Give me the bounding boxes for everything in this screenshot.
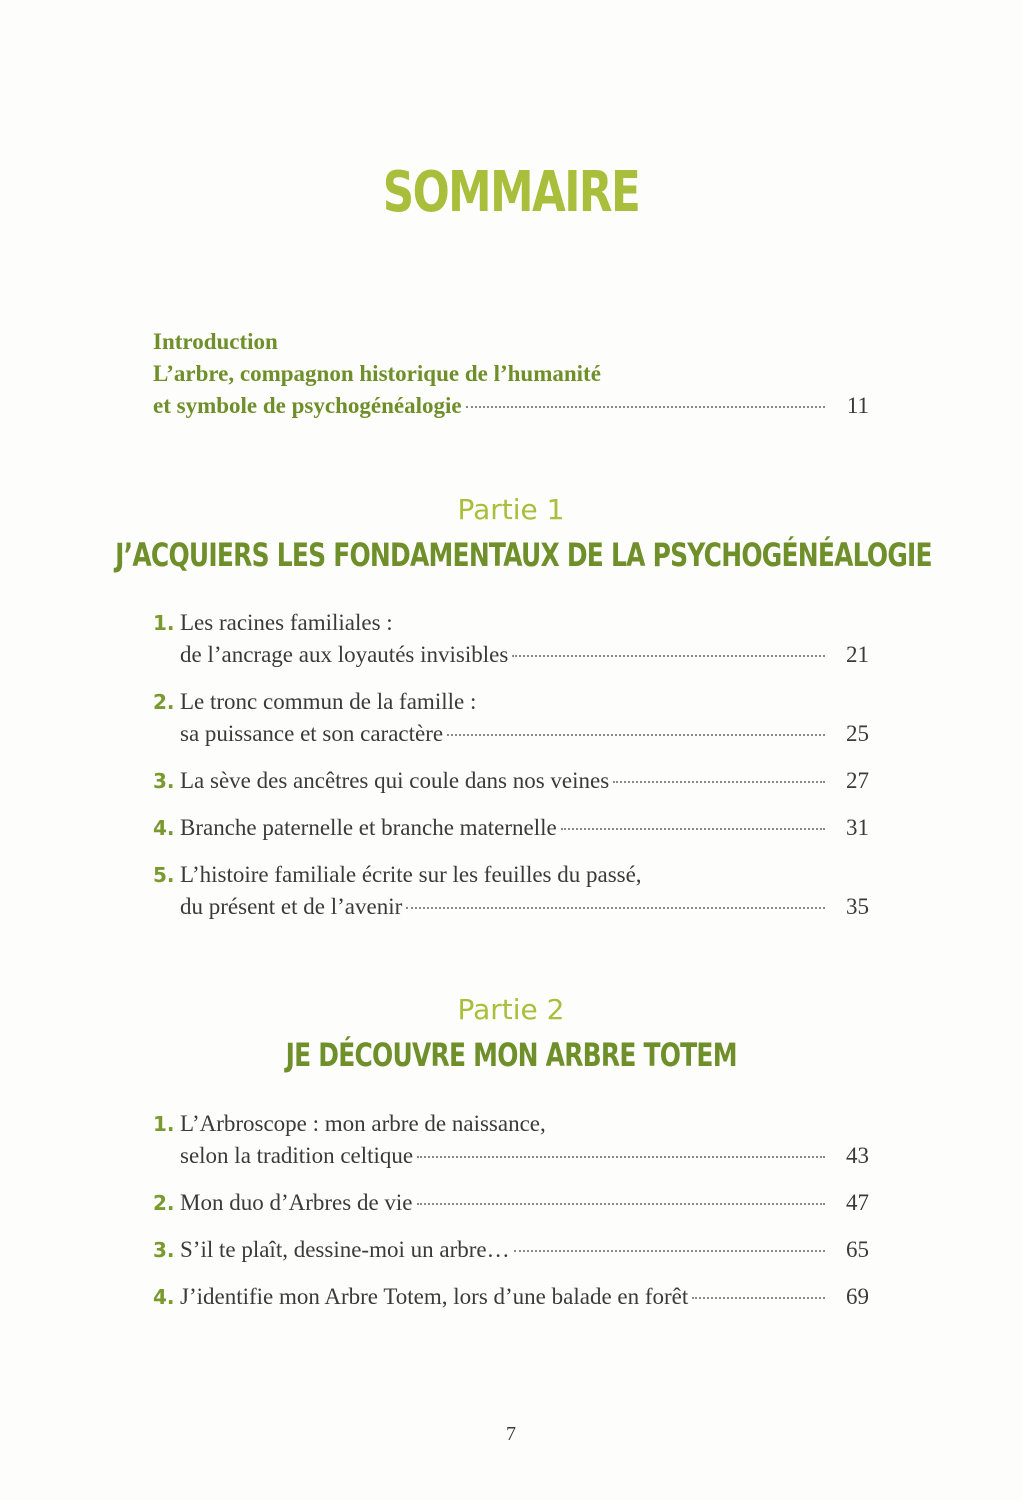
page-ref: 11 [846,393,869,418]
page-ref: 25 [846,721,869,746]
leader-dots [417,1156,825,1158]
chapter-number: 3. [153,1238,175,1262]
chapter-title-line: Le tronc commun de la famille : [180,689,477,714]
chapter-title-line: S’il te plaît, dessine-moi un arbre… [180,1237,510,1262]
partie-1-title [0,536,1022,574]
leader-dots [514,1250,825,1252]
chapter-title-line: du présent et de l’avenir [180,894,403,919]
chapter-entry[interactable] [153,1187,869,1219]
page-ref: 43 [846,1143,869,1168]
chapter-title-line: Les racines familiales : [180,610,393,635]
chapter-title-line: Branche paternelle et branche maternelle [180,815,557,840]
page-title: SOMMAIRE [382,160,640,225]
chapter-title-line: L’Arbroscope : mon arbre de naissance, [180,1111,546,1136]
chapter-title-line: L’histoire familiale écrite sur les feuilles du passé, [180,862,642,887]
page-ref: 21 [846,642,869,667]
chapter-entry[interactable] [153,812,869,844]
chapter-number: 3. [153,769,175,793]
chapter-number: 1. [153,611,175,635]
chapter-number: 1. [153,1112,175,1136]
partie-2-title-text: JE DÉCOUVRE MON ARBRE TOTEM [285,1036,737,1074]
chapter-title-line: Mon duo d’Arbres de vie [180,1190,413,1215]
chapter-last-line [180,1187,869,1219]
chapter-number: 4. [153,1285,175,1309]
leader-dots [561,828,825,830]
chapter-last-line [180,812,869,844]
chapter-title-line: La sève des ancêtres qui coule dans nos veines [180,768,610,793]
chapter-number: 2. [153,1191,175,1215]
chapter-last-line [180,639,869,671]
page-number: 7 [506,1423,516,1445]
chapter-number: 4. [153,816,175,840]
chapter-last-line [180,1281,869,1313]
partie-2-label: Partie 2 [457,993,565,1026]
chapter-last-line [180,718,869,750]
chapter-entry[interactable] [153,1108,869,1172]
partie-2-chapters [153,1108,869,1328]
chapter-entry[interactable] [153,1234,869,1266]
partie-1-label: Partie 1 [457,493,565,526]
leader-dots [447,734,825,736]
partie-1-title-text: J’ACQUIERS LES FONDAMENTAUX DE LA PSYCHOGÉNÉALOGIE [115,536,932,574]
leader-dots [466,406,825,408]
intro-line: L’arbre, compagnon historique de l’humanité [153,361,601,386]
chapter-title-line: J’identifie mon Arbre Totem, lors d’une balade en forêt [180,1284,689,1309]
leader-dots [512,655,825,657]
chapter-last-line [180,765,869,797]
page-ref: 27 [846,768,869,793]
chapter-entry[interactable] [153,607,869,671]
chapter-title-line: selon la tradition celtique [180,1143,414,1168]
chapter-entry[interactable] [153,859,869,923]
page-ref: 31 [846,815,869,840]
chapter-number: 5. [153,863,175,887]
page-ref: 69 [846,1284,869,1309]
page-ref: 35 [846,894,869,919]
chapter-entry[interactable] [153,686,869,750]
chapter-entry[interactable] [153,765,869,797]
chapter-last-line [180,891,869,923]
chapter-title-line: sa puissance et son caractère [180,721,444,746]
chapter-number: 2. [153,690,175,714]
partie-2-title [0,1036,1022,1074]
partie-1-chapters [153,607,869,938]
chapter-last-line [180,1140,869,1172]
leader-dots [692,1297,825,1299]
intro-line: et symbole de psychogénéalogie [153,393,462,418]
chapter-entry[interactable] [153,1281,869,1313]
page-ref: 65 [846,1237,869,1262]
intro-entry[interactable] [153,326,869,422]
chapter-last-line [180,1234,869,1266]
chapter-title-line: de l’ancrage aux loyautés invisibles [180,642,509,667]
leader-dots [613,781,825,783]
leader-dots [417,1203,825,1205]
page-ref: 47 [846,1190,869,1215]
leader-dots [406,907,825,909]
intro-last-line [153,390,869,422]
intro-line: Introduction [153,329,278,354]
